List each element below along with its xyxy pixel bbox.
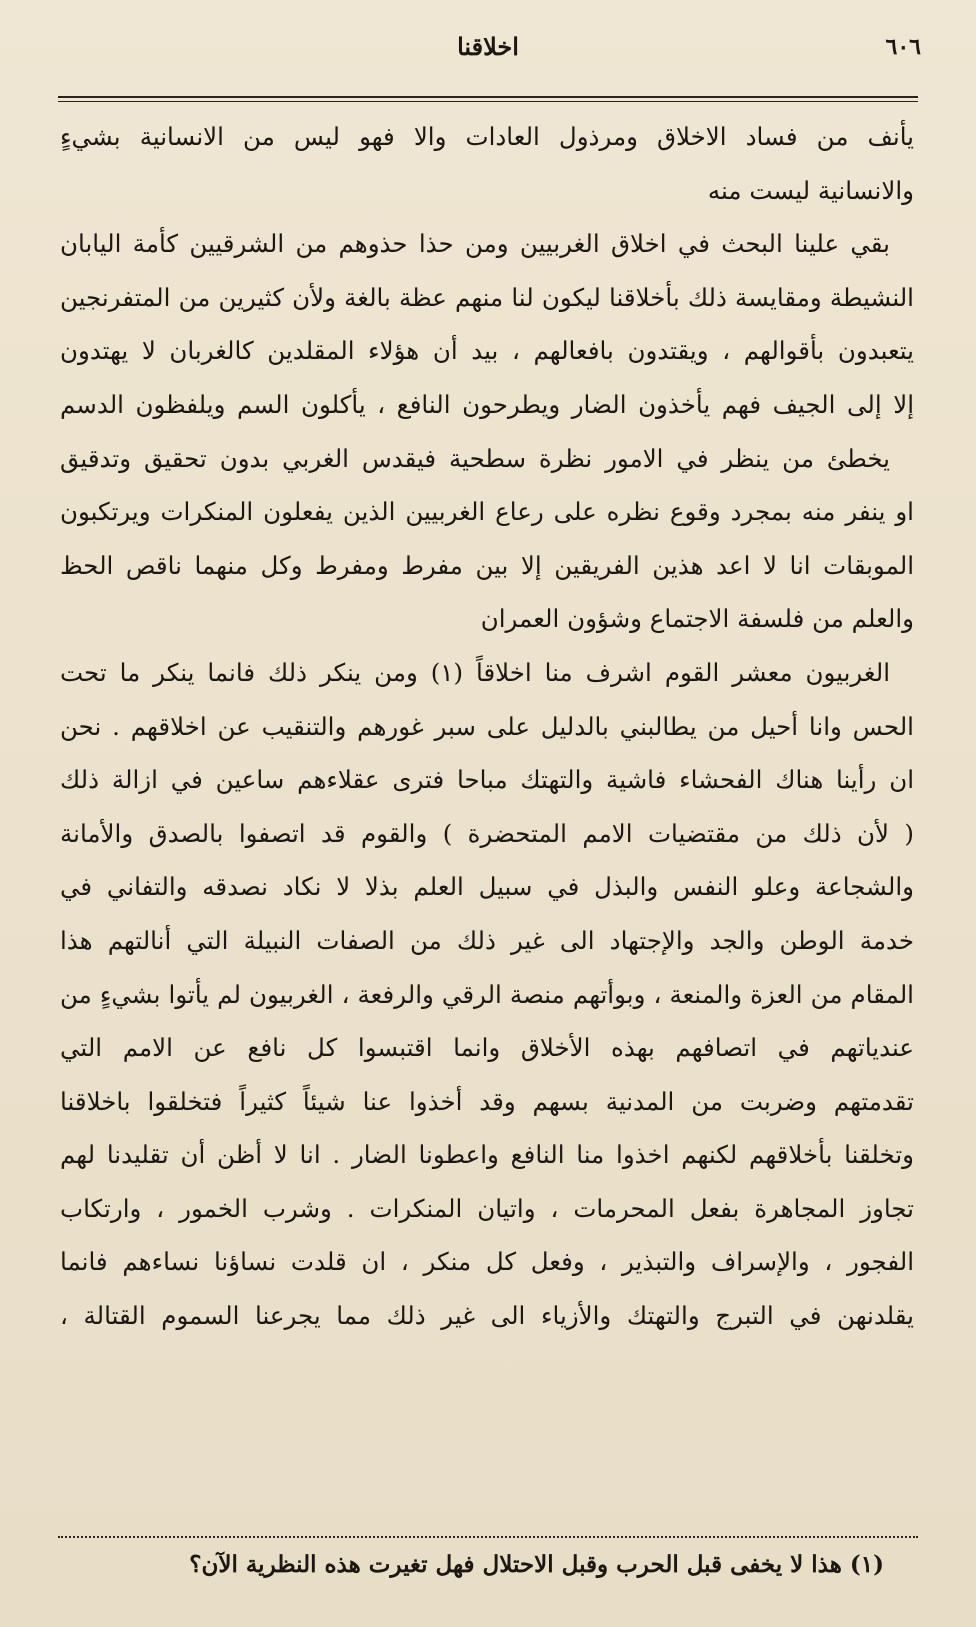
text-line: والعلم من فلسفة الاجتماع وشؤون العمران [480, 604, 914, 634]
header-rule [58, 96, 918, 102]
text-line: الفجور ، والإسراف والتبذير ، وفعل كل منكر ، ان قلدت نساؤنا نساءهم فانما [60, 1247, 914, 1277]
text-line: يتعبدون بأقوالهم ، ويقتدون بافعالهم ، بيد أن هؤلاء المقلدين كالغربان لا يهتدون [60, 336, 914, 366]
text-line: يأنف من فساد الاخلاق ومرذول العادات والا فهو ليس من الانسانية بشيءٍ [60, 122, 914, 151]
page-header [55, 28, 921, 78]
text-line: وتخلقنا بأخلاقهم لكنهم اخذوا منا النافع واعطونا الضار . انا لا أظن أن تقليدنا لهم [60, 1140, 914, 1170]
footnote: (١) هذا لا يخفى قبل الحرب وقبل الاحتلال فهل تغيرت هذه النظرية الآن؟ [189, 1551, 884, 1578]
running-title: اخلاقنا [457, 32, 519, 61]
text-line: تجاوز المجاهرة بفعل المحرمات ، واتيان المنكرات . وشرب الخمور ، وارتكاب [60, 1193, 914, 1223]
text-line: والشجاعة وعلو النفس والبذل في سبيل العلم بذلا لا نكاد نصدقه والتفاني في [60, 872, 914, 902]
text-line: خدمة الوطن والجد والإجتهاد الى غير ذلك من الصفات النبيلة التي أنالتهم هذا [60, 925, 914, 955]
text-line: النشيطة ومقايسة ذلك بأخلاقنا ليكون لنا منهم عظة بالغة ولأن كثيرين من المتفرنجين [60, 282, 914, 312]
text-line: والانسانية ليست منه [707, 175, 914, 205]
text-line: الموبقات انا لا اعد هذين الفريقين إلا بين مفرط ومفرط وكل منهما ناقص الحظ [60, 550, 914, 580]
body-text [60, 110, 914, 1343]
text-line: بقي علينا البحث في اخلاق الغربيين ومن حذا حذوهم من الشرقيين كأمة اليابان [60, 229, 890, 259]
text-line: الغربيون معشر القوم اشرف منا اخلاقاً (١) ومن ينكر ذلك فانما ينكر ما تحت [60, 657, 891, 687]
text-line: المقام من العزة والمنعة ، وبوأتهم منصة الرقي والرفعة ، الغربيون لم يأتوا بشيءٍ من [60, 979, 914, 1009]
footnote-rule [58, 1536, 918, 1538]
page-number: ٦٠٦ [885, 34, 921, 60]
text-line: عندياتهم في اتصافهم بهذه الأخلاق وانما اقتبسوا كل نافع عن الامم التي [60, 1033, 914, 1063]
text-line: يخطئ من ينظر في الامور نظرة سطحية فيقدس الغربي بدون تحقيق وتدقيق [60, 443, 890, 473]
text-line: ( لأن ذلك من مقتضيات الامم المتحضرة ) والقوم قد اتصفوا بالصدق والأمانة [60, 818, 914, 848]
text-line: او ينفر منه بمجرد وقوع نظره على رعاع الغربيين الذين يفعلون المنكرات ويرتكبون [60, 497, 914, 527]
text-line: إلا إلى الجيف فهم يأخذون الضار ويطرحون النافع ، يأكلون السم ويلفظون الدسم [60, 389, 914, 419]
text-line: تقدمتهم وضربت من المدنية بسهم وقد أخذوا عنا شيئاً كثيراً فتخلقوا باخلاقنا [60, 1086, 914, 1116]
text-line: ان رأينا هناك الفحشاء فاشية والتهتك مباحا فترى عقلاءهم ساعين في ازالة ذلك [60, 765, 914, 795]
text-line: يقلدنهن في التبرج والتهتك والأزياء الى غير ذلك مما يجرعنا السموم القتالة ، [60, 1301, 914, 1331]
text-line: الحس وانا أحيل من يطالبني بالدليل على سبر غورهم والتنقيب عن اخلاقهم . نحن [60, 711, 914, 741]
